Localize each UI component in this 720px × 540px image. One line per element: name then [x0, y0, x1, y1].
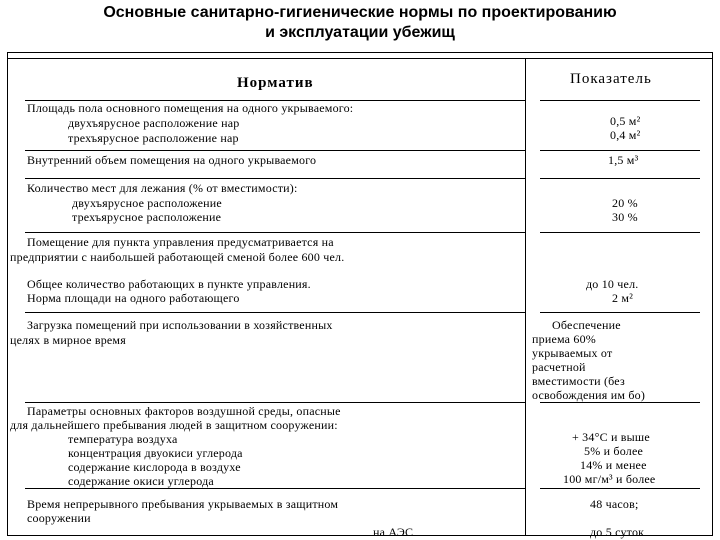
row1-line1: Площадь пола основного помещения на одного укрываемого:	[27, 101, 354, 115]
row6-line2: для дальнейшего пребывания людей в защитном сооружении:	[10, 418, 338, 432]
row3-line3: трехъярусное расположение	[72, 210, 222, 224]
row1-value1: 0,5 м²	[610, 114, 641, 128]
row7-value2: до 5 суток	[590, 525, 645, 539]
row-separator	[540, 232, 700, 233]
row7-line1: Время непрерывного пребывания укрываемых в защитном	[27, 497, 339, 511]
row7-line3: на АЭС	[373, 525, 414, 539]
row4-value2: 2 м²	[612, 291, 633, 305]
header-indicator: Показатель	[570, 71, 652, 87]
row7-value1: 48 часов;	[590, 497, 639, 511]
row2-value1: 1,5 м³	[608, 153, 639, 167]
row-separator	[25, 312, 525, 313]
header-norm: Норматив	[237, 75, 314, 91]
row-separator	[25, 402, 525, 403]
row4-line4: Норма площади на одного работающего	[27, 291, 240, 305]
row-separator	[25, 178, 525, 179]
row6-value2: 5% и более	[584, 444, 644, 458]
row6-value3: 14% и менее	[580, 458, 647, 472]
row5-value3: укрываемых от	[532, 346, 613, 360]
row6-line6: содержание окиси углерода	[68, 474, 214, 488]
column-divider	[525, 58, 526, 536]
row7-line2: сооружении	[27, 511, 91, 525]
row-separator	[540, 178, 700, 179]
row6-line5: содержание кислорода в воздухе	[68, 460, 241, 474]
row3-value2: 30 %	[612, 210, 638, 224]
row4-value1: до 10 чел.	[586, 277, 639, 291]
row-separator	[25, 150, 525, 151]
row-separator	[540, 312, 700, 313]
row5-value2: приема 60%	[532, 332, 597, 346]
row5-value1: Обеспечение	[552, 318, 621, 332]
table-top-border	[7, 58, 713, 59]
row4-line1: Помещение для пункта управления предусматривается на	[27, 235, 334, 249]
row6-value1: + 34°С и выше	[572, 430, 650, 444]
row5-line2: целях в мирное время	[10, 333, 126, 347]
row4-line2: предприятии с наибольшей работающей сменой более 600 чел.	[10, 250, 345, 264]
row5-line1: Загрузка помещений при использовании в хозяйственных	[27, 318, 333, 332]
title-line-1: Основные санитарно-гигиенические нормы по проектированию	[103, 4, 617, 21]
row5-value4: расчетной	[532, 360, 586, 374]
row2-line1: Внутренний объем помещения на одного укрываемого	[27, 153, 317, 167]
row-separator	[540, 402, 700, 403]
row6-value4: 100 мг/м³ и более	[563, 472, 656, 486]
row1-line2: двухъярусное расположение нар	[68, 116, 240, 130]
row-separator	[540, 488, 700, 489]
row5-value6: освобождения им бо)	[532, 388, 646, 402]
row4-line3: Общее количество работающих в пункте управления.	[27, 277, 311, 291]
row3-line2: двухъярусное расположение	[72, 196, 222, 210]
title-line-2: и эксплуатации убежищ	[265, 24, 455, 41]
row3-line1: Количество мест для лежания (% от вместимости):	[27, 181, 298, 195]
row1-value2: 0,4 м²	[610, 128, 641, 142]
row-separator	[25, 232, 525, 233]
row6-line4: концентрация двуокиси углерода	[68, 446, 243, 460]
row6-line1: Параметры основных факторов воздушной среды, опасные	[27, 404, 341, 418]
row5-value5: вместимости (без	[532, 374, 625, 388]
row-separator	[540, 100, 700, 101]
row1-line3: трехъярусное расположение нар	[68, 131, 239, 145]
slide-title	[0, 3, 720, 43]
row3-value1: 20 %	[612, 196, 638, 210]
row6-line3: температура воздуха	[68, 432, 178, 446]
row-separator	[540, 150, 700, 151]
row-separator	[25, 488, 525, 489]
